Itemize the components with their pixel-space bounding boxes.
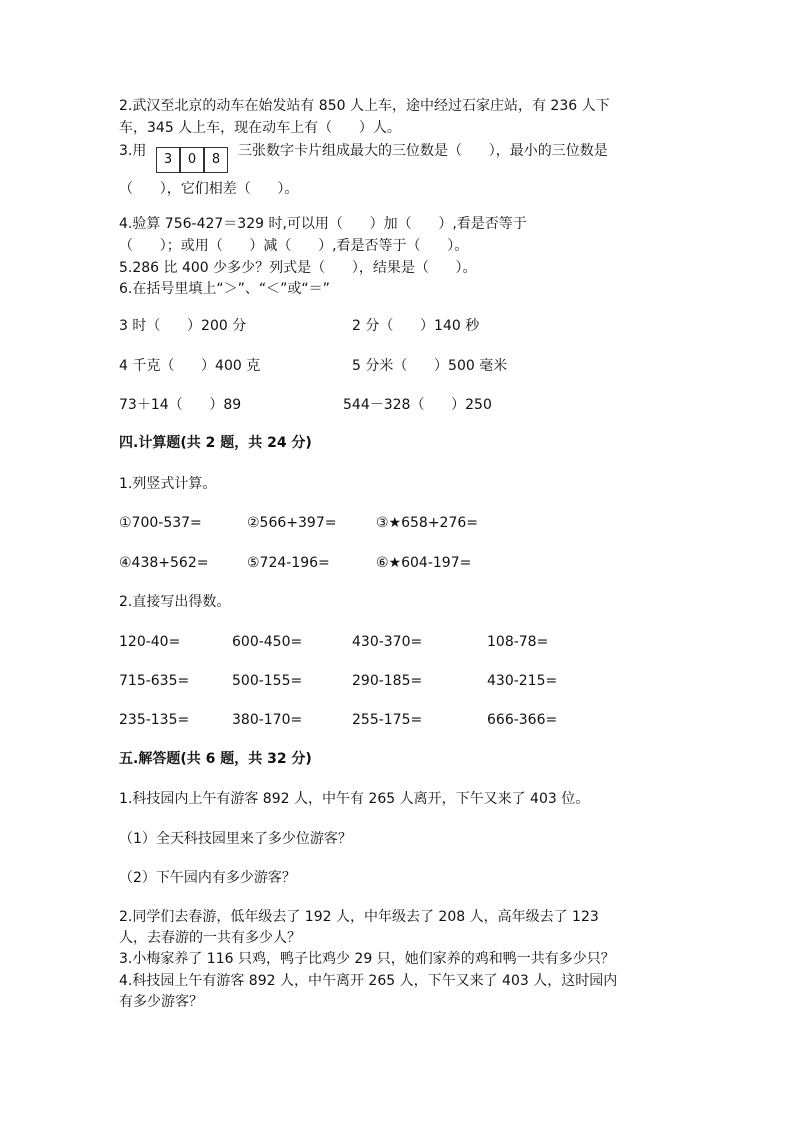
calc-item: ⑥★604-197= (376, 555, 472, 571)
calc-item: 430-370= (352, 634, 423, 650)
compare-item: 3 时（ ）200 分 (119, 318, 247, 334)
q2-line1: 2.武汉至北京的动车在始发站有 850 人上车，途中经过石家庄站，有 236 人下 (119, 98, 610, 114)
q4-line1: 4.验算 756-427＝329 时,可以用（ ）加（ ）,看是否等于 (119, 216, 527, 232)
calc-item: 255-175= (352, 712, 423, 728)
q3-suffix: 三张数字卡片组成最大的三位数是（ ），最小的三位数是 (238, 143, 608, 159)
section-title: 五.解答题(共 6 题，共 32 分) (119, 751, 312, 767)
digit-card: 3 (156, 147, 180, 173)
q3-line2: （ ），它们相差（ ）。 (119, 181, 299, 197)
q2-line2: 车，345 人上车，现在动车上有（ ）人。 (119, 120, 401, 136)
calc-item: 430-215= (487, 673, 558, 689)
calc-item: 120-40= (119, 634, 181, 650)
calc-item: 235-135= (119, 712, 190, 728)
calc-item: 108-78= (487, 634, 549, 650)
calc-item: 500-155= (232, 673, 303, 689)
problem-1-sub1: （1）全天科技园里来了多少位游客？ (119, 831, 352, 847)
digit-cards (156, 147, 228, 173)
calc-item: 715-635= (119, 673, 190, 689)
section-title: 四.计算题(共 2 题，共 24 分) (119, 435, 312, 451)
calc-item: ①700-537= (119, 515, 202, 531)
problem-2-line1: 2.同学们去春游，低年级去了 192 人，中年级去了 208 人，高年级去了 123 (119, 909, 599, 925)
compare-item: 4 千克（ ）400 克 (119, 358, 261, 374)
calc-item: ④438+562= (119, 555, 209, 571)
calc-item: 666-366= (487, 712, 558, 728)
q5-text: 5.286 比 400 少多少？列式是（ ），结果是（ ）。 (119, 260, 477, 276)
calc-item: 380-170= (232, 712, 303, 728)
problem-1-sub2: （2）下午园内有多少游客？ (119, 870, 296, 886)
problem-4-line1: 4.科技园上午有游客 892 人，中午离开 265 人，下午又来了 403 人，这时园内 (119, 973, 618, 989)
digit-card: 8 (204, 147, 228, 173)
q4-line2: （ ）；或用（ ）减（ ）,看是否等于（ ）。 (119, 238, 469, 254)
q3-prefix: 3.用 (119, 143, 147, 159)
q6-text: 6.在括号里填上“＞”、“＜”或“＝” (119, 281, 330, 297)
calc-item: ⑤724-196= (247, 555, 330, 571)
problem-4-line2: 有多少游客？ (119, 994, 203, 1010)
compare-item: 2 分（ ）140 秒 (352, 318, 480, 334)
compare-item: 544－328（ ）250 (343, 397, 492, 413)
calc-item: 290-185= (352, 673, 423, 689)
problem-1: 1.科技园内上午有游客 892 人，中午有 265 人离开，下午又来了 403 位。 (119, 791, 590, 807)
question-title: 1.列竖式计算。 (119, 476, 217, 492)
problem-2-line2: 人，去春游的一共有多少人？ (119, 930, 301, 946)
calc-item: ②566+397= (247, 515, 337, 531)
compare-item: 5 分米（ ）500 毫米 (352, 358, 508, 374)
compare-item: 73＋14（ ）89 (119, 397, 242, 413)
digit-card: 0 (180, 147, 204, 173)
problem-3: 3.小梅家养了 116 只鸡，鸭子比鸡少 29 只，她们家养的鸡和鸭一共有多少只？ (119, 951, 615, 967)
question-title: 2.直接写出得数。 (119, 594, 231, 610)
calc-item: 600-450= (232, 634, 303, 650)
calc-item: ③★658+276= (376, 515, 479, 531)
